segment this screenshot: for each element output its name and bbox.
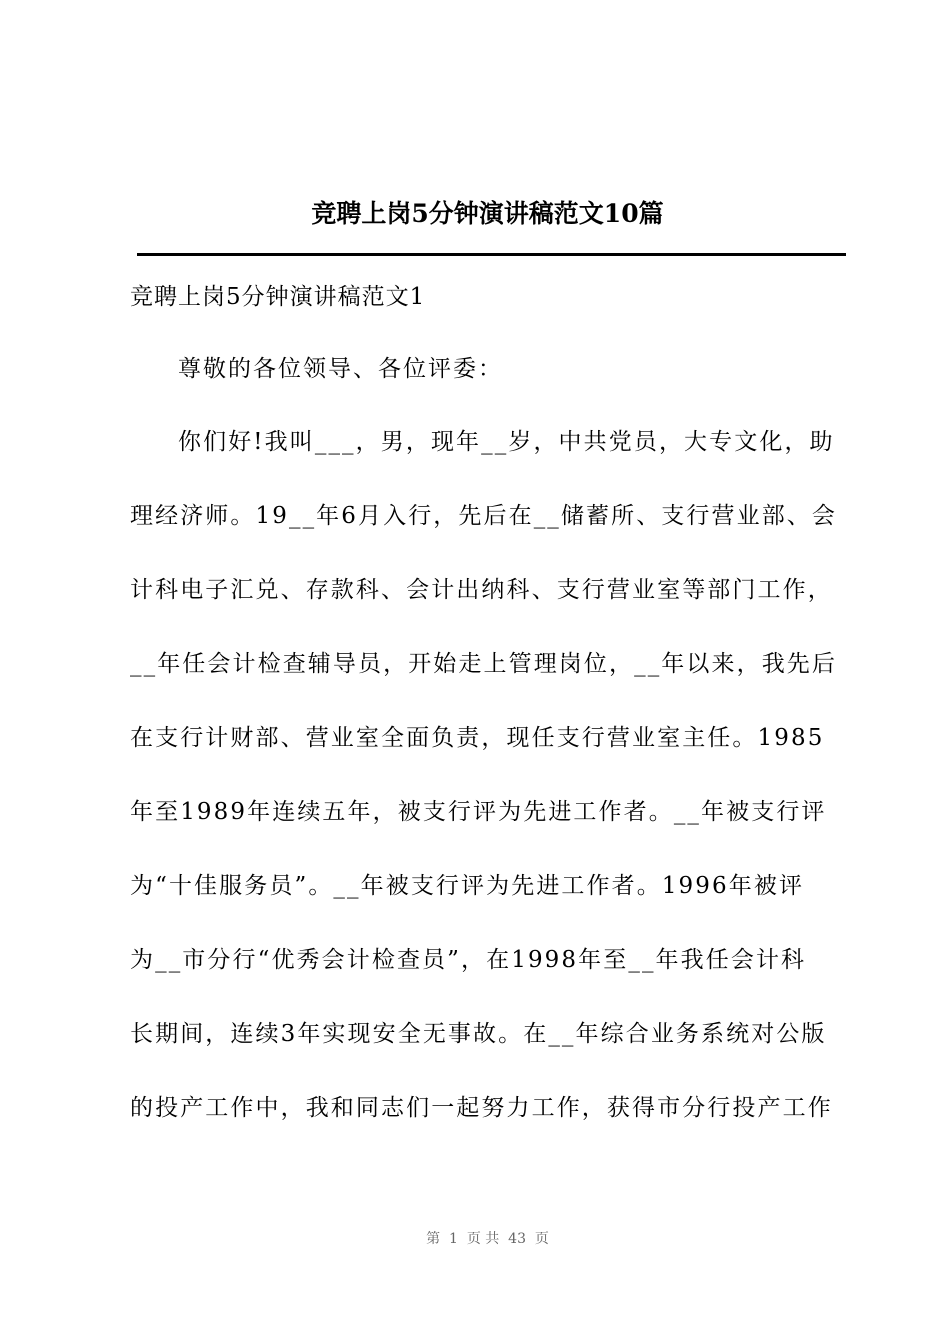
body-line: 你们好!我叫___，男，现年__岁，中共党员，大专文化，助 — [178, 429, 835, 455]
body-line: 为__市分行“优秀会计检查员”，在1998年至__年我任会计科 — [130, 947, 807, 973]
page-number-footer: 第 1 页 共 43 页 — [426, 1231, 549, 1247]
body-line: 计科电子汇兑、存款科、会计出纳科、支行营业室等部门工作， — [130, 577, 833, 603]
salutation: 尊敬的各位领导、各位评委： — [178, 356, 503, 382]
body-line: 的投产工作中，我和同志们一起努力工作，获得市分行投产工作 — [130, 1095, 833, 1121]
body-line: 在支行计财部、营业室全面负责，现任支行营业室主任。1985 — [130, 725, 825, 751]
body-line: 长期间，连续3年实现安全无事故。在__年综合业务系统对公版 — [130, 1021, 827, 1047]
body-line: 年至1989年连续五年，被支行评为先进工作者。__年被支行评 — [130, 799, 827, 825]
document-title: 竞聘上岗5分钟演讲稿范文10篇 — [311, 199, 664, 228]
section-heading: 竞聘上岗5分钟演讲稿范文1 — [130, 284, 426, 310]
body-line: 理经济师。19__年6月入行，先后在__储蓄所、支行营业部、会 — [130, 503, 837, 529]
title-underline — [137, 253, 846, 256]
body-text — [130, 426, 850, 1166]
body-line: __年任会计检查辅导员，开始走上管理岗位，__年以来，我先后 — [130, 651, 837, 677]
body-line: 为“十佳服务员”。__年被支行评为先进工作者。1996年被评 — [130, 873, 805, 899]
